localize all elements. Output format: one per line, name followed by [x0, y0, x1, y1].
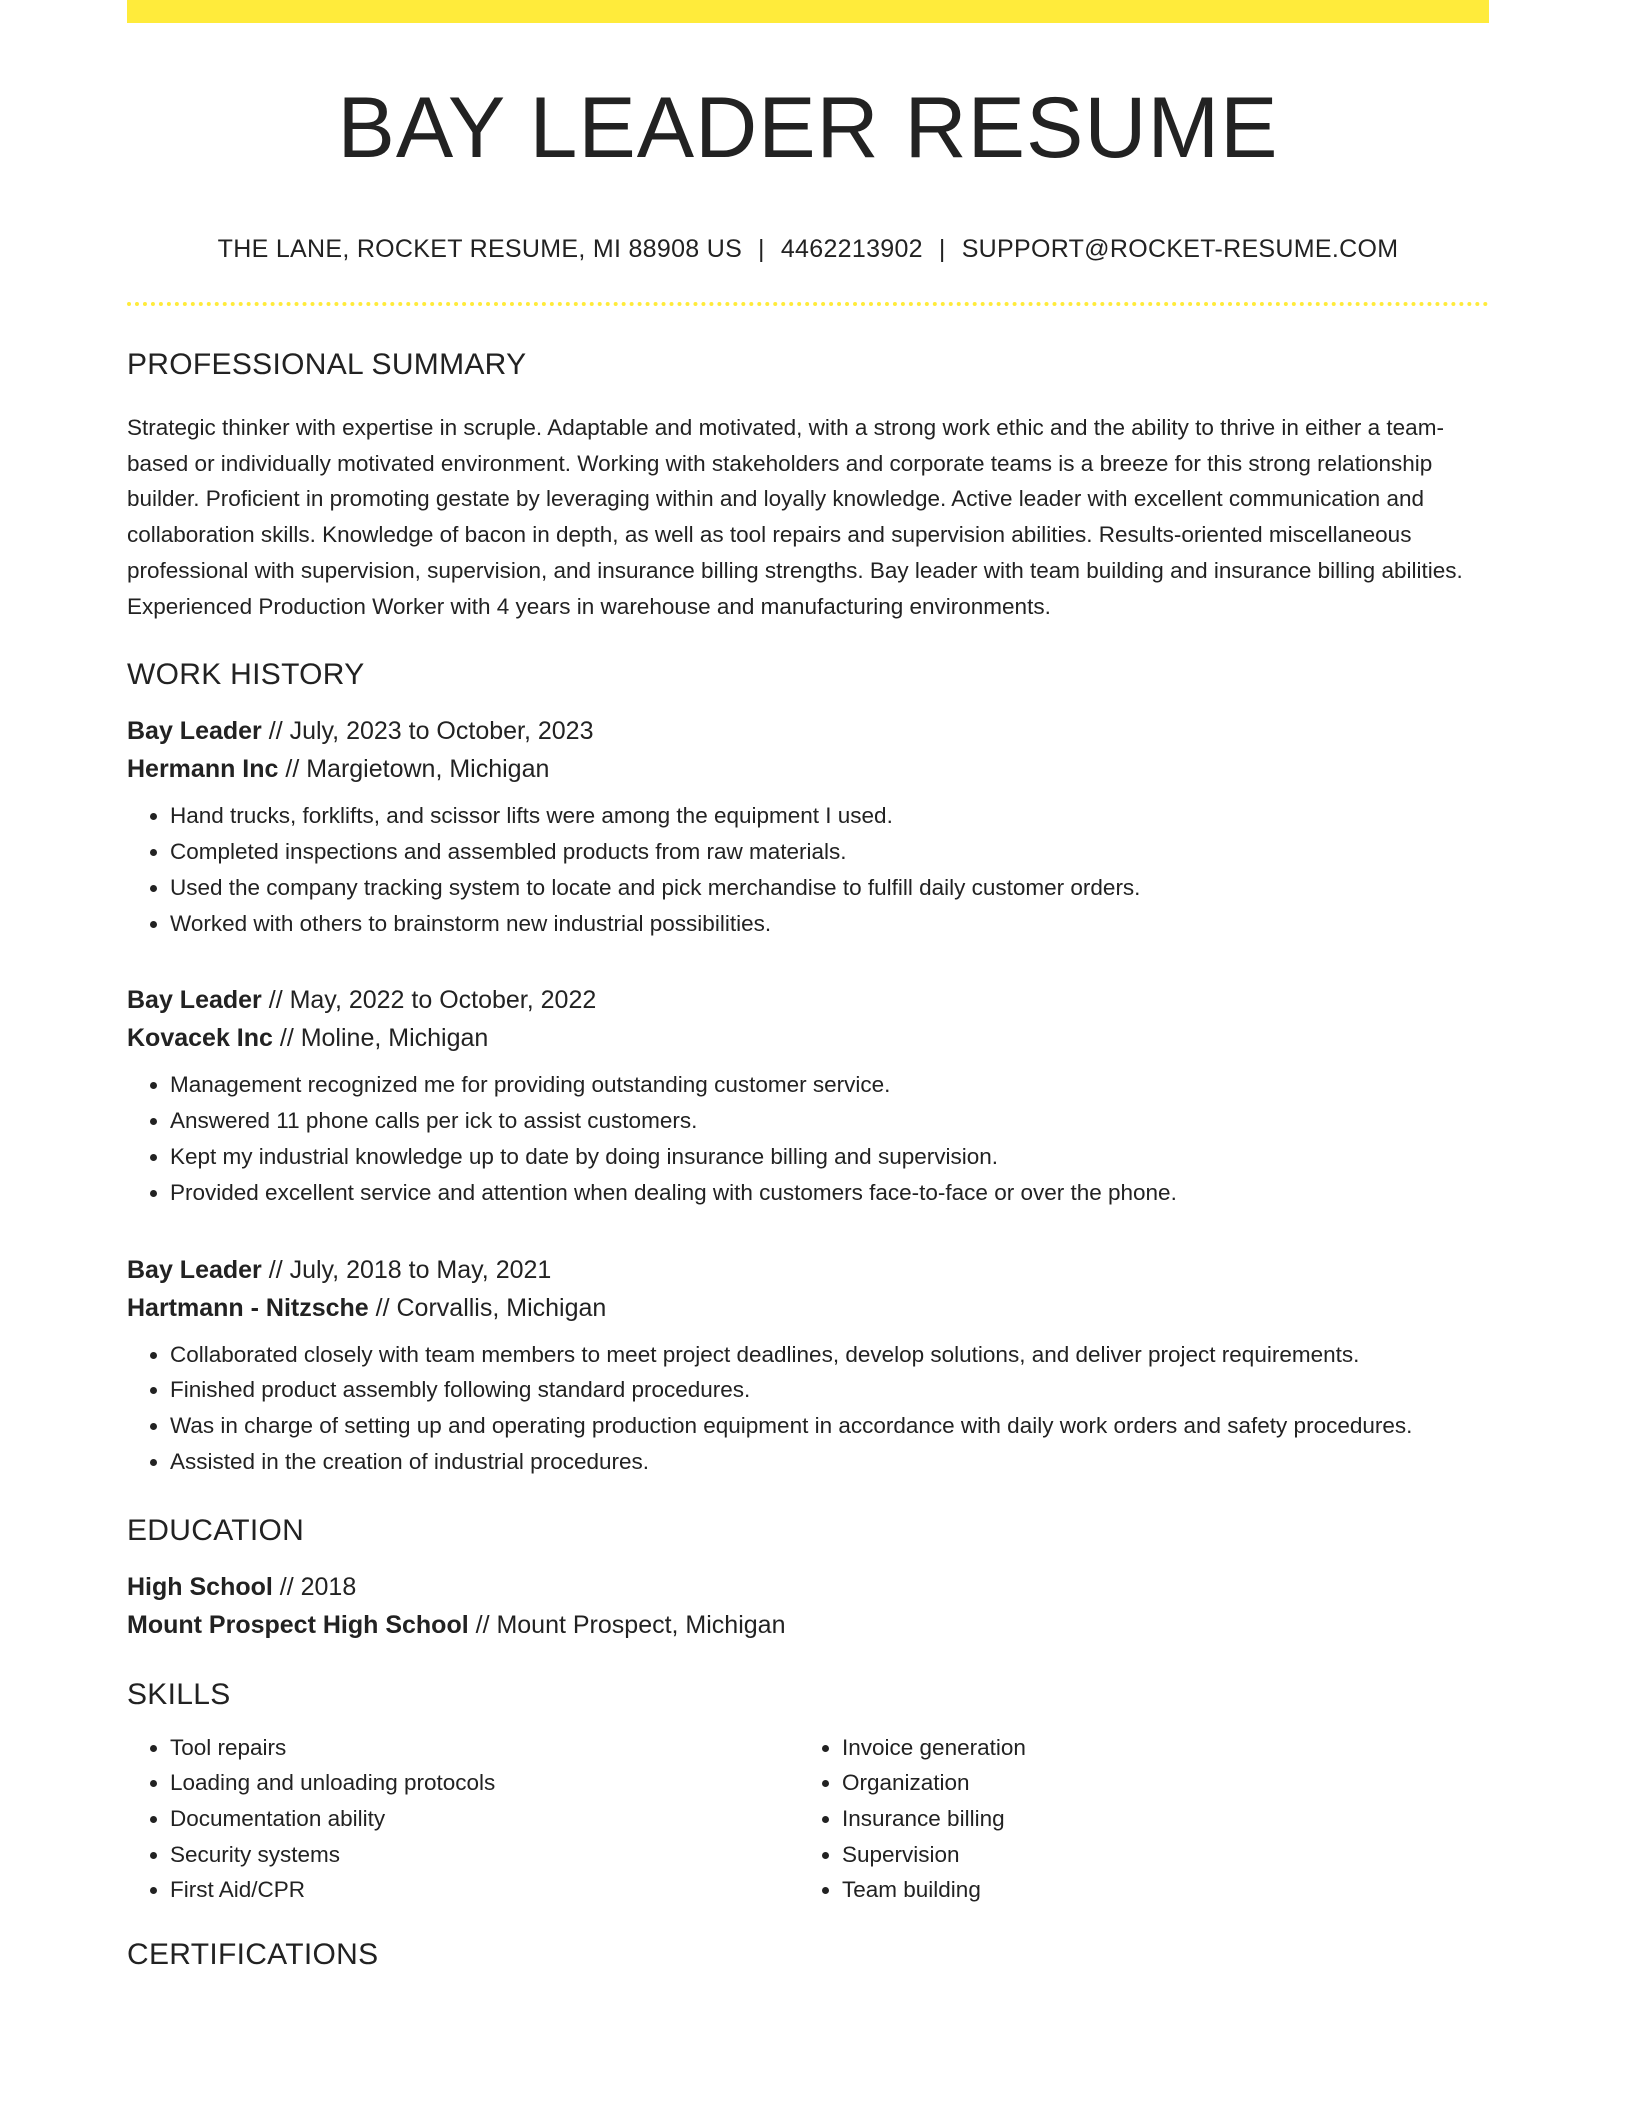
- job-entry: [127, 981, 1489, 1210]
- job-role: Bay Leader: [127, 986, 262, 1015]
- job-bullets: [127, 1067, 1489, 1210]
- list-item: • Used the company tracking system to locate and pick merchandise to fulfill daily customer orders.: [170, 870, 1489, 906]
- job-role-line: [127, 981, 1489, 1019]
- list-item: • Was in charge of setting up and operating production equipment in accordance with daily work orders and safety procedures.: [170, 1408, 1489, 1444]
- list-item: • Kept my industrial knowledge up to date by doing insurance billing and supervision.: [170, 1139, 1489, 1175]
- education-year: // 2018: [272, 1572, 357, 1601]
- list-item: • Finished product assembly following standard procedures.: [170, 1372, 1489, 1408]
- job-dates: // May, 2022 to October, 2022: [261, 986, 597, 1015]
- accent-bar: [127, 0, 1489, 23]
- summary-text: Strategic thinker with expertise in scruple. Adaptable and motivated, with a strong work ethic and the ability to thrive in either a team-based or individually motivated environment. Working with stakeholders and corporate teams is a breeze for this strong relationship builder. Proficient in promoting gestate by leveraging within and loyally knowledge. Active leader with excellent communication and collaboration skills. Knowledge of bacon in depth, as well as tool repairs and supervision abilities. Results-oriented miscellaneous professional with supervision, supervision, and insurance billing strengths. Bay leader with team building and insurance billing abilities. Experienced Production Worker with 4 years in warehouse and manufacturing environments.: [127, 415, 1463, 619]
- job-entry: [127, 712, 1489, 941]
- contact-separator: |: [938, 235, 946, 263]
- job-entry: [127, 1251, 1489, 1480]
- summary-heading: PROFESSIONAL SUMMARY: [127, 348, 527, 381]
- list-item: • Documentation ability: [170, 1801, 799, 1837]
- job-company: Kovacek Inc: [127, 1024, 273, 1053]
- list-item: • Security systems: [170, 1837, 799, 1873]
- resume-title: BAY LEADER RESUME: [337, 80, 1279, 176]
- list-item: • Answered 11 phone calls per ick to assist customers.: [170, 1103, 1489, 1139]
- list-item: • Worked with others to brainstorm new industrial possibilities.: [170, 906, 1489, 942]
- list-item: • Assisted in the creation of industrial procedures.: [170, 1444, 1489, 1480]
- list-item: • First Aid/CPR: [170, 1872, 799, 1908]
- job-location: // Margietown, Michigan: [278, 755, 550, 784]
- job-dates: // July, 2018 to May, 2021: [261, 1255, 552, 1284]
- job-company-line: [127, 750, 1489, 788]
- job-role-line: [127, 712, 1489, 750]
- list-item: • Tool repairs: [170, 1730, 799, 1766]
- job-company-line: [127, 1289, 1489, 1327]
- education-location: // Mount Prospect, Michigan: [468, 1610, 786, 1639]
- skills-grid: [127, 1730, 1489, 1908]
- skills-list: [799, 1730, 1471, 1908]
- certifications-heading: CERTIFICATIONS: [127, 1937, 379, 1971]
- list-item: • Supervision: [842, 1837, 1471, 1873]
- list-item: • Invoice generation: [842, 1730, 1471, 1766]
- work-history-heading: WORK HISTORY: [127, 658, 365, 692]
- job-location: // Corvallis, Michigan: [368, 1293, 607, 1322]
- contact-address: THE LANE, ROCKET RESUME, MI 88908 US: [217, 235, 743, 263]
- contact-line: [127, 235, 1489, 264]
- skills-column-left: [127, 1730, 799, 1908]
- list-item: • Hand trucks, forklifts, and scissor lifts were among the equipment I used.: [170, 798, 1489, 834]
- list-item: • Organization: [842, 1765, 1471, 1801]
- skills-heading: SKILLS: [127, 1677, 231, 1711]
- job-company: Hartmann - Nitzsche: [127, 1293, 369, 1322]
- education-school-line: [127, 1606, 1489, 1644]
- education-degree: High School: [127, 1572, 273, 1601]
- resume-page: [127, 0, 1489, 1970]
- list-item: • Provided excellent service and attention when dealing with customers face-to-face or over the phone.: [170, 1175, 1489, 1211]
- job-company: Hermann Inc: [127, 755, 279, 784]
- job-role: Bay Leader: [127, 717, 262, 746]
- job-role: Bay Leader: [127, 1255, 262, 1284]
- contact-separator: |: [758, 235, 765, 263]
- contact-email: SUPPORT@ROCKET-RESUME.COM: [961, 235, 1399, 263]
- list-item: • Loading and unloading protocols: [170, 1765, 799, 1801]
- job-role-line: [127, 1251, 1489, 1289]
- education-heading: EDUCATION: [127, 1513, 305, 1547]
- education-school: Mount Prospect High School: [127, 1610, 469, 1639]
- list-item: • Insurance billing: [842, 1801, 1471, 1837]
- skills-column-right: [799, 1730, 1471, 1908]
- dotted-divider: [127, 302, 1489, 306]
- education-degree-line: [127, 1568, 1489, 1606]
- job-bullets: [127, 1337, 1489, 1480]
- job-location: // Moline, Michigan: [272, 1024, 489, 1053]
- education-entry: [127, 1568, 1489, 1644]
- job-company-line: [127, 1019, 1489, 1057]
- list-item: • Completed inspections and assembled products from raw materials.: [170, 834, 1489, 870]
- list-item: • Team building: [842, 1872, 1471, 1908]
- contact-phone: 4462213902: [780, 235, 923, 263]
- list-item: • Collaborated closely with team members to meet project deadlines, develop solutions, and deliver project requirements.: [170, 1337, 1489, 1373]
- list-item: • Management recognized me for providing outstanding customer service.: [170, 1067, 1489, 1103]
- skills-list: [127, 1730, 799, 1908]
- job-bullets: [127, 798, 1489, 941]
- job-dates: // July, 2023 to October, 2023: [261, 717, 594, 746]
